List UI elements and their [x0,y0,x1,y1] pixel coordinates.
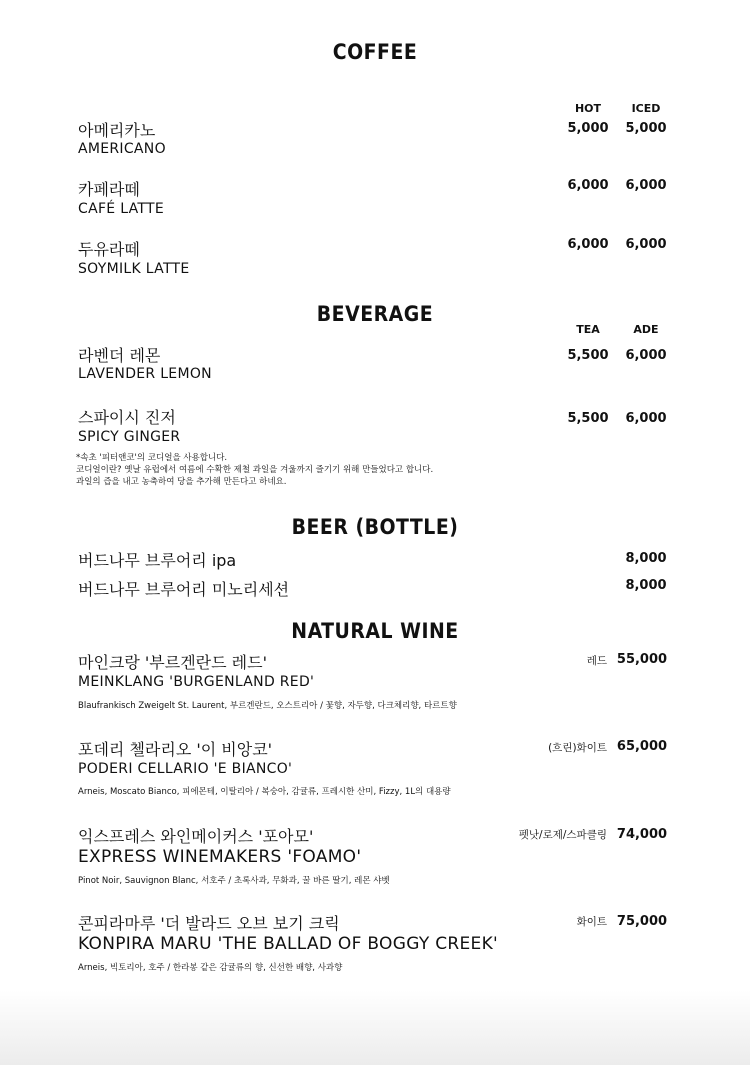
wine-desc: Blaufrankisch Zweigelt St. Laurent, 부르겐란드, 오스트리아 / 꽃향, 자두향, 다크체리향, 타르트향 [78,701,457,711]
coffee-price-hot: 6,000 [567,178,609,193]
coffee-price-iced: 6,000 [625,178,667,193]
coffee-item-en: SOYMILK LATTE [78,261,190,277]
coffee-col-iced: ICED [631,102,661,115]
wine-item-ko: 콘피라마루 '더 발라드 오브 보기 크릭 [78,914,340,933]
wine-title: NATURAL WINE [291,619,459,643]
coffee-col-hot: HOT [574,102,602,115]
wine-desc: Pinot Noir, Sauvignon Blanc, 서호주 / 초록사과, 무화과, 꿀 바른 딸기, 레몬 샤벳 [78,876,390,886]
wine-price: 65,000 [616,739,668,754]
wine-item-en: KONPIRA MARU 'THE BALLAD OF BOGGY CREEK' [78,934,499,954]
coffee-price-iced: 6,000 [625,237,667,252]
beverage-title: BEVERAGE [316,302,434,326]
beer-price: 8,000 [625,551,667,566]
note-line: 과일의 즙을 내고 농축하여 당을 추가해 만든다고 하네요. [76,477,287,487]
wine-item-en: MEINKLANG 'BURGENLAND RED' [78,674,315,690]
beverage-item-en: SPICY GINGER [78,429,181,445]
cordial-note [76,452,433,488]
wine-desc: Arneis, Moscato Bianco, 피에몬테, 이탈리아 / 복숭아, 감귤류, 프레시한 산미, Fizzy, 1L의 대용량 [78,787,451,797]
beverage-price-tea: 5,500 [567,348,609,363]
coffee-title: COFFEE [332,40,418,64]
beverage-item-ko: 스파이시 진저 [78,408,176,427]
wine-type-tag: 레드 [586,655,607,667]
beer-price: 8,000 [625,578,667,593]
wine-desc: Arneis, 빅토리아, 호주 / 한라봉 같은 감귤류의 향, 신선한 배향, 사과향 [78,963,343,973]
coffee-item-ko: 카페라떼 [78,180,140,199]
beverage-item-en: LAVENDER LEMON [78,366,212,382]
beverage-price-ade: 6,000 [625,348,667,363]
wine-item-ko: 마인크랑 '부르겐란드 레드' [78,653,267,672]
wine-type-tag: 펫낫/로제/스파클링 [518,829,607,841]
wine-item-en: PODERI CELLARIO 'E BIANCO' [78,761,293,777]
beer-item-name: 버드나무 브루어리 미노리세션 [78,580,290,599]
wine-price: 74,000 [616,827,668,842]
beverage-item-ko: 라벤더 레몬 [78,346,161,365]
coffee-item-ko: 두유라떼 [78,240,140,259]
beer-title: BEER (BOTTLE) [291,515,459,539]
coffee-item-en: AMERICANO [78,141,166,157]
coffee-item-ko: 아메리카노 [78,121,156,140]
wine-item-en: EXPRESS WINEMAKERS 'FOAMO' [78,847,362,867]
page-bottom-shadow [0,990,750,1065]
wine-item-ko: 익스프레스 와인메이커스 '포아모' [78,827,314,846]
beverage-price-ade: 6,000 [625,411,667,426]
note-line: *속초 '피터앤코'의 코디얼을 사용합니다. [76,453,228,463]
wine-item-ko: 포데리 첼라리오 '이 비앙코' [78,740,273,759]
beverage-col-ade: ADE [633,323,659,336]
wine-type-tag: 화이트 [576,916,607,928]
wine-type-tag: (흐린)화이트 [548,742,607,754]
beverage-col-tea: TEA [576,323,600,336]
wine-price: 55,000 [616,652,668,667]
coffee-price-hot: 6,000 [567,237,609,252]
wine-price: 75,000 [616,914,668,929]
beer-item-name: 버드나무 브루어리 ipa [78,551,237,570]
coffee-price-iced: 5,000 [625,121,667,136]
note-line: 코디얼이란? 옛날 유럽에서 여름에 수확한 제철 과일을 겨울까지 즐기기 위해 만들었다고 합니다. [76,465,434,475]
beverage-price-tea: 5,500 [567,411,609,426]
coffee-price-hot: 5,000 [567,121,609,136]
coffee-item-en: CAFÉ LATTE [78,201,165,217]
